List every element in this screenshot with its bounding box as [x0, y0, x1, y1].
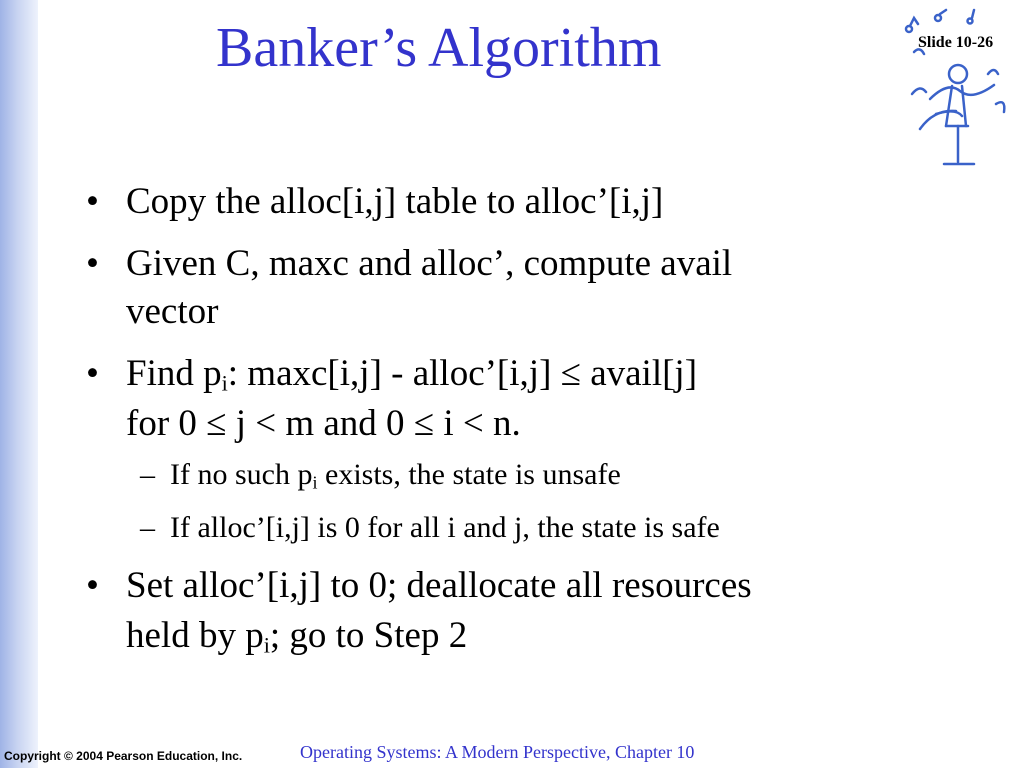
- bullet-marker: •: [86, 353, 99, 394]
- bullet-text-line-1: Find $p_i$: maxc[i,j] - alloc’[i,j] ≤ avail[j]: [126, 353, 698, 396]
- bullet-text-line-2: for 0 ≤ j < m and 0 ≤ i < n.: [126, 403, 521, 444]
- bullet-marker: •: [86, 181, 99, 222]
- bullet-text: Copy the alloc[i,j] table to alloc’[i,j]: [126, 181, 664, 222]
- side-gradient-bar: [0, 0, 38, 768]
- footer-course-title: Operating Systems: A Modern Perspective, Chapter 10: [300, 742, 695, 762]
- musician-logo-icon: [900, 4, 1018, 170]
- bullet-text-line-2: vector: [126, 291, 219, 332]
- bullet-text-line-1: Set alloc’[i,j] to 0; deallocate all resources: [126, 565, 752, 606]
- bullet-marker: •: [86, 565, 99, 606]
- copyright-notice: Copyright © 2004 Pearson Education, Inc.: [4, 749, 243, 763]
- bullet-marker: •: [86, 243, 99, 284]
- sub-bullet-marker: –: [140, 458, 155, 491]
- sub-bullet-marker: –: [140, 511, 155, 544]
- sub-bullet-text: If alloc’[i,j] is 0 for all i and j, the state is safe: [170, 511, 720, 544]
- bullet-text-line-2: held by $p_i$; go to Step 2: [126, 615, 468, 658]
- slide-title: Banker’s Algorithm: [216, 17, 662, 79]
- bullet-text-line-1: Given C, maxc and alloc’, compute avail: [126, 243, 733, 284]
- slide-number: Slide 10-26: [918, 34, 994, 51]
- sub-bullet-text: If no such $p_i$ exists, the state is unsafe: [170, 458, 621, 493]
